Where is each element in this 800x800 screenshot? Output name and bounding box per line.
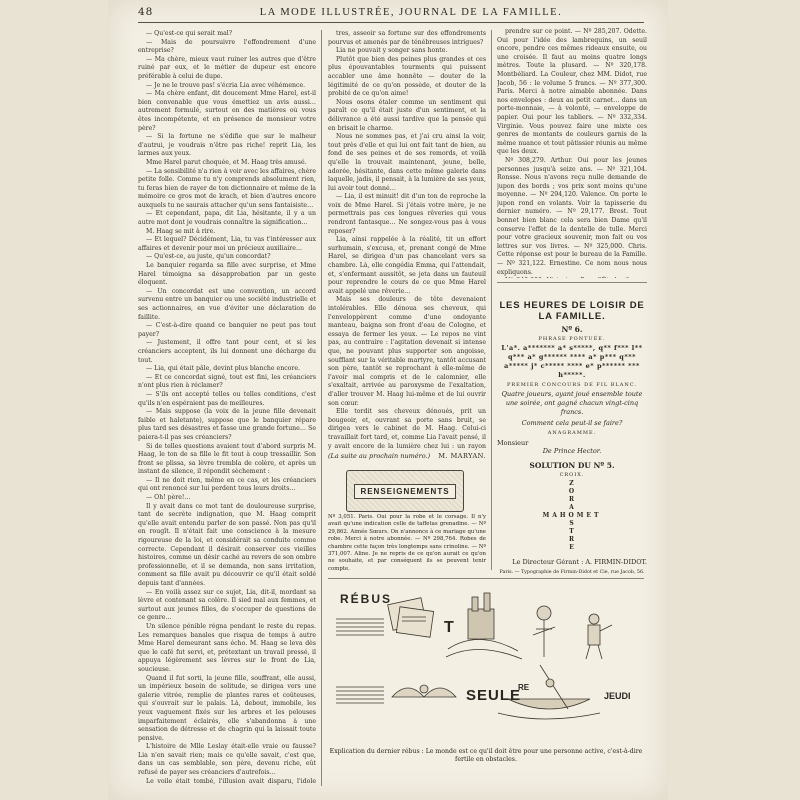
paragraph: Lia, ainsi rappelée à la réalité, tit un effort surhumain, s'excusa, et, prenant congé de Mme Harel, se dirigea d'un pas chancelant vers sa chambre. Là, elle congédia Emma, qui l'attendait, et, s'enfermant aussitôt, se jeta dans un fauteuil pour reprendre le cours de ce que Mme Harel avait appelé une rêverie… — [328, 236, 486, 295]
paragraph: — Mais de poursuivre l'effondrement d'une entreprise? — [138, 38, 316, 55]
ornament-icon — [392, 685, 456, 697]
verse-line-1: Quatre joueurs, ayant joué ensemble toute une soirée, ont gagné chacun vingt-cinq francs. — [501, 390, 643, 416]
paragraph: — Ma chère, mieux vaut ruiner les autres que d'être ruiné par eux, et le métier de dupeur est encore préférable à celui de dupe. — [138, 55, 316, 80]
paragraph: Mais ses douleurs de tête devenaient intolérables. Elle dénoua ses cheveux, qui l'enveloppèrent comme d'une ondoyante manteau, baigna son front d'eau de Cologne, et essaya de fermer les yeux. — Le repos ne vint pas, au contraire : l'agitation devenait si intense que, ne pouvant plus supporter son angoisse, soufflant sur la véritable martyre, tantôt accusant son père, tantôt se reprochant à elle-même de l'avoir mal compris et de le calomnier, elle s'exaltait, arrivée au paroxysme de l'exaltation, d'aller trouver M. Haag lui-même et de lui ouvrir son cœur. — [328, 296, 486, 407]
solution-letter: R — [569, 536, 575, 543]
running-header — [138, 4, 644, 20]
paragraph: M. Haag se mit à rire. — [146, 227, 216, 235]
rebus-word-seule: SEULE — [466, 687, 522, 704]
letters-bundle-icon — [388, 598, 434, 637]
paragraph: — Et ce concordat signé, tout est fini, les créanciers n'ont plus rien à réclamer? — [138, 373, 316, 390]
leisure-title: LES HEURES DE LOISIR DE LA FAMILLE. — [499, 300, 645, 322]
paragraph — [497, 277, 647, 278]
paragraph: — Ma chère enfant, dit doucement Mme Harel, est-il bien convenable que vous émettiez un avis aussi… autrement formulé, surtout en des matières où vous êtes incompétente, et en présence de monsieur votre père? — [138, 90, 316, 132]
paragraph: — Et cependant, papa, dit Lia, hésitante, il y a un autre mot dont je voudrais connaître la signification… — [138, 210, 316, 227]
anagram-by: De Prince Hector. — [542, 447, 602, 455]
paragraph: — La sensibilité n'a rien à voir avec les affaires, chère petite folle. Comme tu n'y comprends absolument rien, tu feras bien de rayer de ton dictionnaire et même de la mémoire ce gros mot de krach, et bien d'autres encore auxquels tu ne saurais attacher qu'un sens fantaisiste… — [138, 167, 316, 209]
paragraph: prendre sur ce point. — Nº 285,207. Odette. Oui pour l'idée des lambrequins, un seuil encore, pendre ces mêmes rideaux ensuite, ou une croisée. Il faut au moins quatre longs mètres. Toute la plusard. — Nº 320,178. Montbéliard. La Couleur, chez MM. Didot, rue Jacob, 56 : le volume 5 francs. — Nº 377,300. Paris. Merci à notre aimable abonnée. Dans nos envelopes : deux au petit carnet… dans un porte-monnaie, — à volonté, — enveloppe de papier. Oui pour les tabliers. — Nº 332,334. Virginie. Vous pouvez faire une mixte ces genres de montants de couleurs garnis de la même nuance et tout pâtissier réunis au même que les deux. — [497, 28, 647, 156]
anagram-word: Monsieur — [497, 439, 529, 447]
rebus-title: RÉBUS — [340, 592, 393, 606]
rebus-word-jeudi: JEUDI — [604, 691, 631, 701]
leisure-number: Nº 6. — [561, 325, 583, 334]
paragraph: — Lia, il est minuit! dit d'un ton de reproche la voix de Mme Harel. Si j'étais votre mère, je ne permettrais pas ces longues rêveries qui vous rendront fantasque… Ne songez-vous pas à vous reposer? — [328, 193, 486, 235]
solution-letter: O — [568, 488, 576, 495]
solution-letter: R — [569, 496, 575, 503]
paragraph: — Mais suppose (la voix de la jeune fille devenait faible et haletante), suppose que le banquier répare plus tard ses désastres et fasse une grande fortune… Se paiera-t-il pas ses créanciers? — [138, 408, 316, 441]
renseignements-text — [328, 514, 486, 574]
castle-icon — [446, 593, 522, 659]
solution-horizontal: MAHOMET — [542, 512, 602, 519]
paragraph: — C'est-à-dire quand ce banquier ne peut pas tout payer? — [138, 322, 316, 338]
paragraph: Nous osons étaler comme un sentiment qui paraît ce qu'il était juste d'un sentiment, et la délivrance a été aussi tardive que la pensée qui en brisait le charme. — [328, 98, 486, 132]
paragraph: L'histoire de Mlle Leslay était-elle vraie ou fausse? Lia n'en savait rien; mais ce qu'elle savait, c'est que, dans un cas semblable, son père, devenu riche, eût refusé de payer ses créanciers d'autrefois… — [138, 743, 316, 777]
music-staff-icon — [336, 619, 384, 635]
solution-letter: A — [569, 504, 575, 511]
music-staff-icon-2 — [336, 687, 384, 703]
column-divider — [321, 30, 322, 786]
renseignements-banner — [346, 470, 464, 512]
solution-label: CROIX. — [559, 472, 585, 478]
paragraph: Le banquier regarda sa fille avec surprise, et Mme Harel témoigna sa désapprobation par un geste éloquent. — [138, 262, 316, 287]
paragraph: — En voilà assez sur ce sujet, Lia, dit-il, mordant sa lèvre et contenant sa colère. Il sied mal aux femmes, et surtout aux jeunes filles, de s'occuper de questions de ce genre… — [138, 588, 316, 622]
paragraph: tres, asseoir sa fortune sur des effondrements pourvus et amenés par de ténébreuses intrigues? — [328, 30, 486, 46]
paragraph: — Si la fortune ne s'édifie que sur le malheur d'autrui, je voudrais n'être pas riche! reprit Lia, les larmes aux yeux. — [138, 133, 316, 158]
paragraph: — Qu'est-ce, au juste, qu'un concordat? — [146, 253, 271, 261]
paragraph: Quand il fut sorti, la jeune fille, souffrant, elle aussi, un impérieux besoin de solitude, se dirigea vers une galerie vitrée, remplie de plantes rares et coûteuses, qui s'ouvrait sur le palais. Là, debout, immobile, les yeux vaguement fixés sur les arbres et les pelouses imparfaitement éclairés, elle s'abandonna à une sensation de détresse et de chagrin qui la laissait toute pensive. — [138, 674, 316, 742]
renseignements-paragraph: Nº 3,051. Paris. Oui pour la robe et le corsage. Il n'y avait qu'une indication celle de taffetas grenadine. — Nº 29,862. Aimée Sœurs. On n'annonce à ce mariage qu'une robe. Merci à notre abonnée. — Nº 298,764. Robes de chambre cette façon très longtemps sans crinoline. — Nº 371,007. Aline. Je ne repris de ce qu'on aurait ce qu'on ne souhaite, et par conséquent ils se peuvent tenir compte. — [328, 514, 486, 572]
paragraph: — S'ils ont accepté telles ou telles conditions, c'est qu'ils n'en espéraient pas de meilleures. — [138, 390, 316, 407]
rebus-word-re: RE — [518, 683, 530, 692]
solution-letter: S — [569, 520, 575, 527]
paragraph: — Oh! père!… — [146, 494, 191, 502]
solution-title: SOLUTION DU Nº 5. — [529, 461, 615, 470]
paragraph: Lia ne pouvait y songer sans honte. — [336, 47, 448, 55]
page-number: 48 — [138, 6, 154, 18]
column-middle — [328, 30, 486, 450]
paragraph: Nous ne sommes pas, et j'ai cru ainsi la voir, tout près d'elle et qui lui ont fait tant de bien, au fond de ses peines et de ses remords, et voilà qu'elle la trouvait maintenant, jeune, belle, adorée, hésitante, dans cette même galerie dans laquelle, jadis, il pensait, à la lumière de ses yeux, lui avoir tout donné… — [328, 133, 486, 192]
paragraph: Il y avait dans ce mot tant de douloureuse surprise, tant de secrète indignation, que M. Haag comprit qu'elle avait entendu parler de son passé. Non pas qu'il en rougît. Il n'était fait une conscience à la mesure rigoureuse de la loi, et considérait sa conduite comme correcte. Cependant il désirait conserver ces vieilles histoires, comme un désir caché au revers de son ombre professionnelle, et il se demanda, non sans irritation, comment sa fille avait pu découvrir ce qu'il était soldé depuis tant d'années. — [138, 502, 316, 587]
paragraph: — Un concordat est une convention, un accord survenu entre un banquier ou une société industrielle et ses actionnaires, en vue d'éviter une déclaration de faillite. — [138, 287, 316, 321]
column-divider-2 — [491, 30, 492, 570]
rebus-caption: Explication du dernier rébus : Le monde est ce qu'il doit être pour une personne active, c'est-à-dire fertile en obstacles. — [329, 748, 643, 763]
journal-title: LA MODE ILLUSTRÉE, JOURNAL DE LA FAMILLE. — [259, 6, 563, 18]
to-be-continued: (La suite au prochain numéro.) — [328, 452, 431, 460]
paragraph: Si de telles questions avaient tout d'abord surpris M. Haag, le ton de sa fille le fit tout à coup tressaillir. Son front se plissa, sa lèvre trembla de colère, et après un instant de silence, il répondit sèchement : — [138, 442, 316, 476]
enigma-text: L'a*. a******* a* s*****, q** f*** l** q*** a* g****** **** a* p*** q*** a***** j* c***** **** e* p****** *** h*****. — [501, 344, 643, 379]
solution-letter: E — [569, 544, 575, 551]
solution-cross — [497, 480, 647, 552]
imprint: Paris. — Typographie de Firmin-Didot et Cie, rue Jacob, 56. — [499, 570, 645, 575]
man-icon — [586, 614, 612, 659]
column-left — [138, 30, 316, 786]
paragraph: Un silence pénible régna pendant le reste du repas. Les remarques banales que risqua de temps à autre Mme Harel demeurant sans écho. M. Haag se leva dès que le café fut servi, et, prétextant un travail pressé, il appuya légèrement ses lèvres sur le front de Lia, soucieuse. — [138, 622, 316, 673]
section-rule — [497, 282, 647, 283]
paragraph: Mme Harel parut choquée, et M. Haag très amusé. — [146, 158, 307, 166]
leisure-section — [497, 300, 647, 575]
signature: Le Directeur Gérant : A. FIRMIN-DIDOT. — [512, 558, 647, 566]
solution-letter: T — [569, 528, 575, 535]
anagram-label: ANAGRAMME. — [547, 430, 597, 436]
header-rule — [138, 22, 644, 23]
verse-line-2: Comment cela peut-il se faire? — [521, 419, 623, 427]
solution-vertical — [543, 480, 602, 552]
renseignements-heading: RENSEIGNEMENTS — [354, 484, 455, 499]
paragraph: Elle tordit ses cheveux dénoués, prit un bougeoir, et, ouvrant sa porte sans bruit, se dirigea vers le cabinet de M. Haag. Celui-ci travaillait fort tard, et, comme Lia l'avait pensé, il y avait encore de la lumière chez lui : un rayon — [328, 408, 486, 450]
contest-label: PREMIER CONCOURS DE FIL BLANC. — [507, 382, 637, 388]
paragraph: — Je ne le trouve pas! s'écria Lia avec véhémence. — [146, 81, 306, 89]
rebus-letter-t: T — [444, 619, 454, 636]
paragraph: — Qu'est-ce qui serait mal? — [146, 30, 233, 37]
paragraph: Le voile était tombé, l'illusion avait disparu, l'idole — [146, 777, 316, 785]
paragraph: — Lia, qui était pâle, devint plus blanche encore. — [146, 365, 300, 373]
column-right — [497, 28, 647, 278]
enigma-label: PHRASE PONTUÉE. — [538, 336, 606, 342]
paragraph: Nº 308,279. Arthur. Oui pour les jeunes personnes jusqu'à seize ans. — Nº 321,104. Ronsse. Nous n'avons reçu nulle demande de jupon des bords ; vos prix sont moins qu'une moyenne. — Nº 294,120. Valence. On porte le jupon rond en volants. Voir la tapisserie du dernier numéro. — Nº 29,177. Brest. Tout bonnet bien blanc cela sera bien Dame qu'il conserve l'effet de la dentelle de tulle. Merci pour votre gracieux souvenir, mon fait ou vos lettres sur vos livres. — Nº 325,000. Chris. Cette réponse est pour le bureau de la Famille. — Nº 321,122. Ernestine. Ce nom nous nous expliquons. — [497, 156, 647, 276]
paragraph: — Il ne doit rien, même en ce cas, et les créanciers qui ont renoncé sur lui perdent tous leurs droits… — [138, 476, 316, 493]
paragraph: — Justement, il offre tant pour cent, et si les créanciers acceptent, ils lui donnent une décharge du tout. — [138, 339, 316, 364]
paragraph: Plutôt que bien des peines plus grandes et ces plus épouvantables tourments qui puissent accabler une âme honnête — douter de la légitimité de ce qu'on possède, et douter de la probité de ce qu'on aime! — [328, 55, 486, 98]
author: M. MARYAN. — [438, 452, 486, 460]
solution-letter: Z — [569, 480, 575, 487]
anagram-line — [497, 439, 647, 455]
paragraph: — Et lequel? Décidément, Lia, tu vas t'intéresser aux affaires et devenir pour moi un précieux auxiliaire… — [138, 236, 316, 252]
figure-icon — [533, 606, 555, 657]
continued-line — [328, 452, 486, 460]
